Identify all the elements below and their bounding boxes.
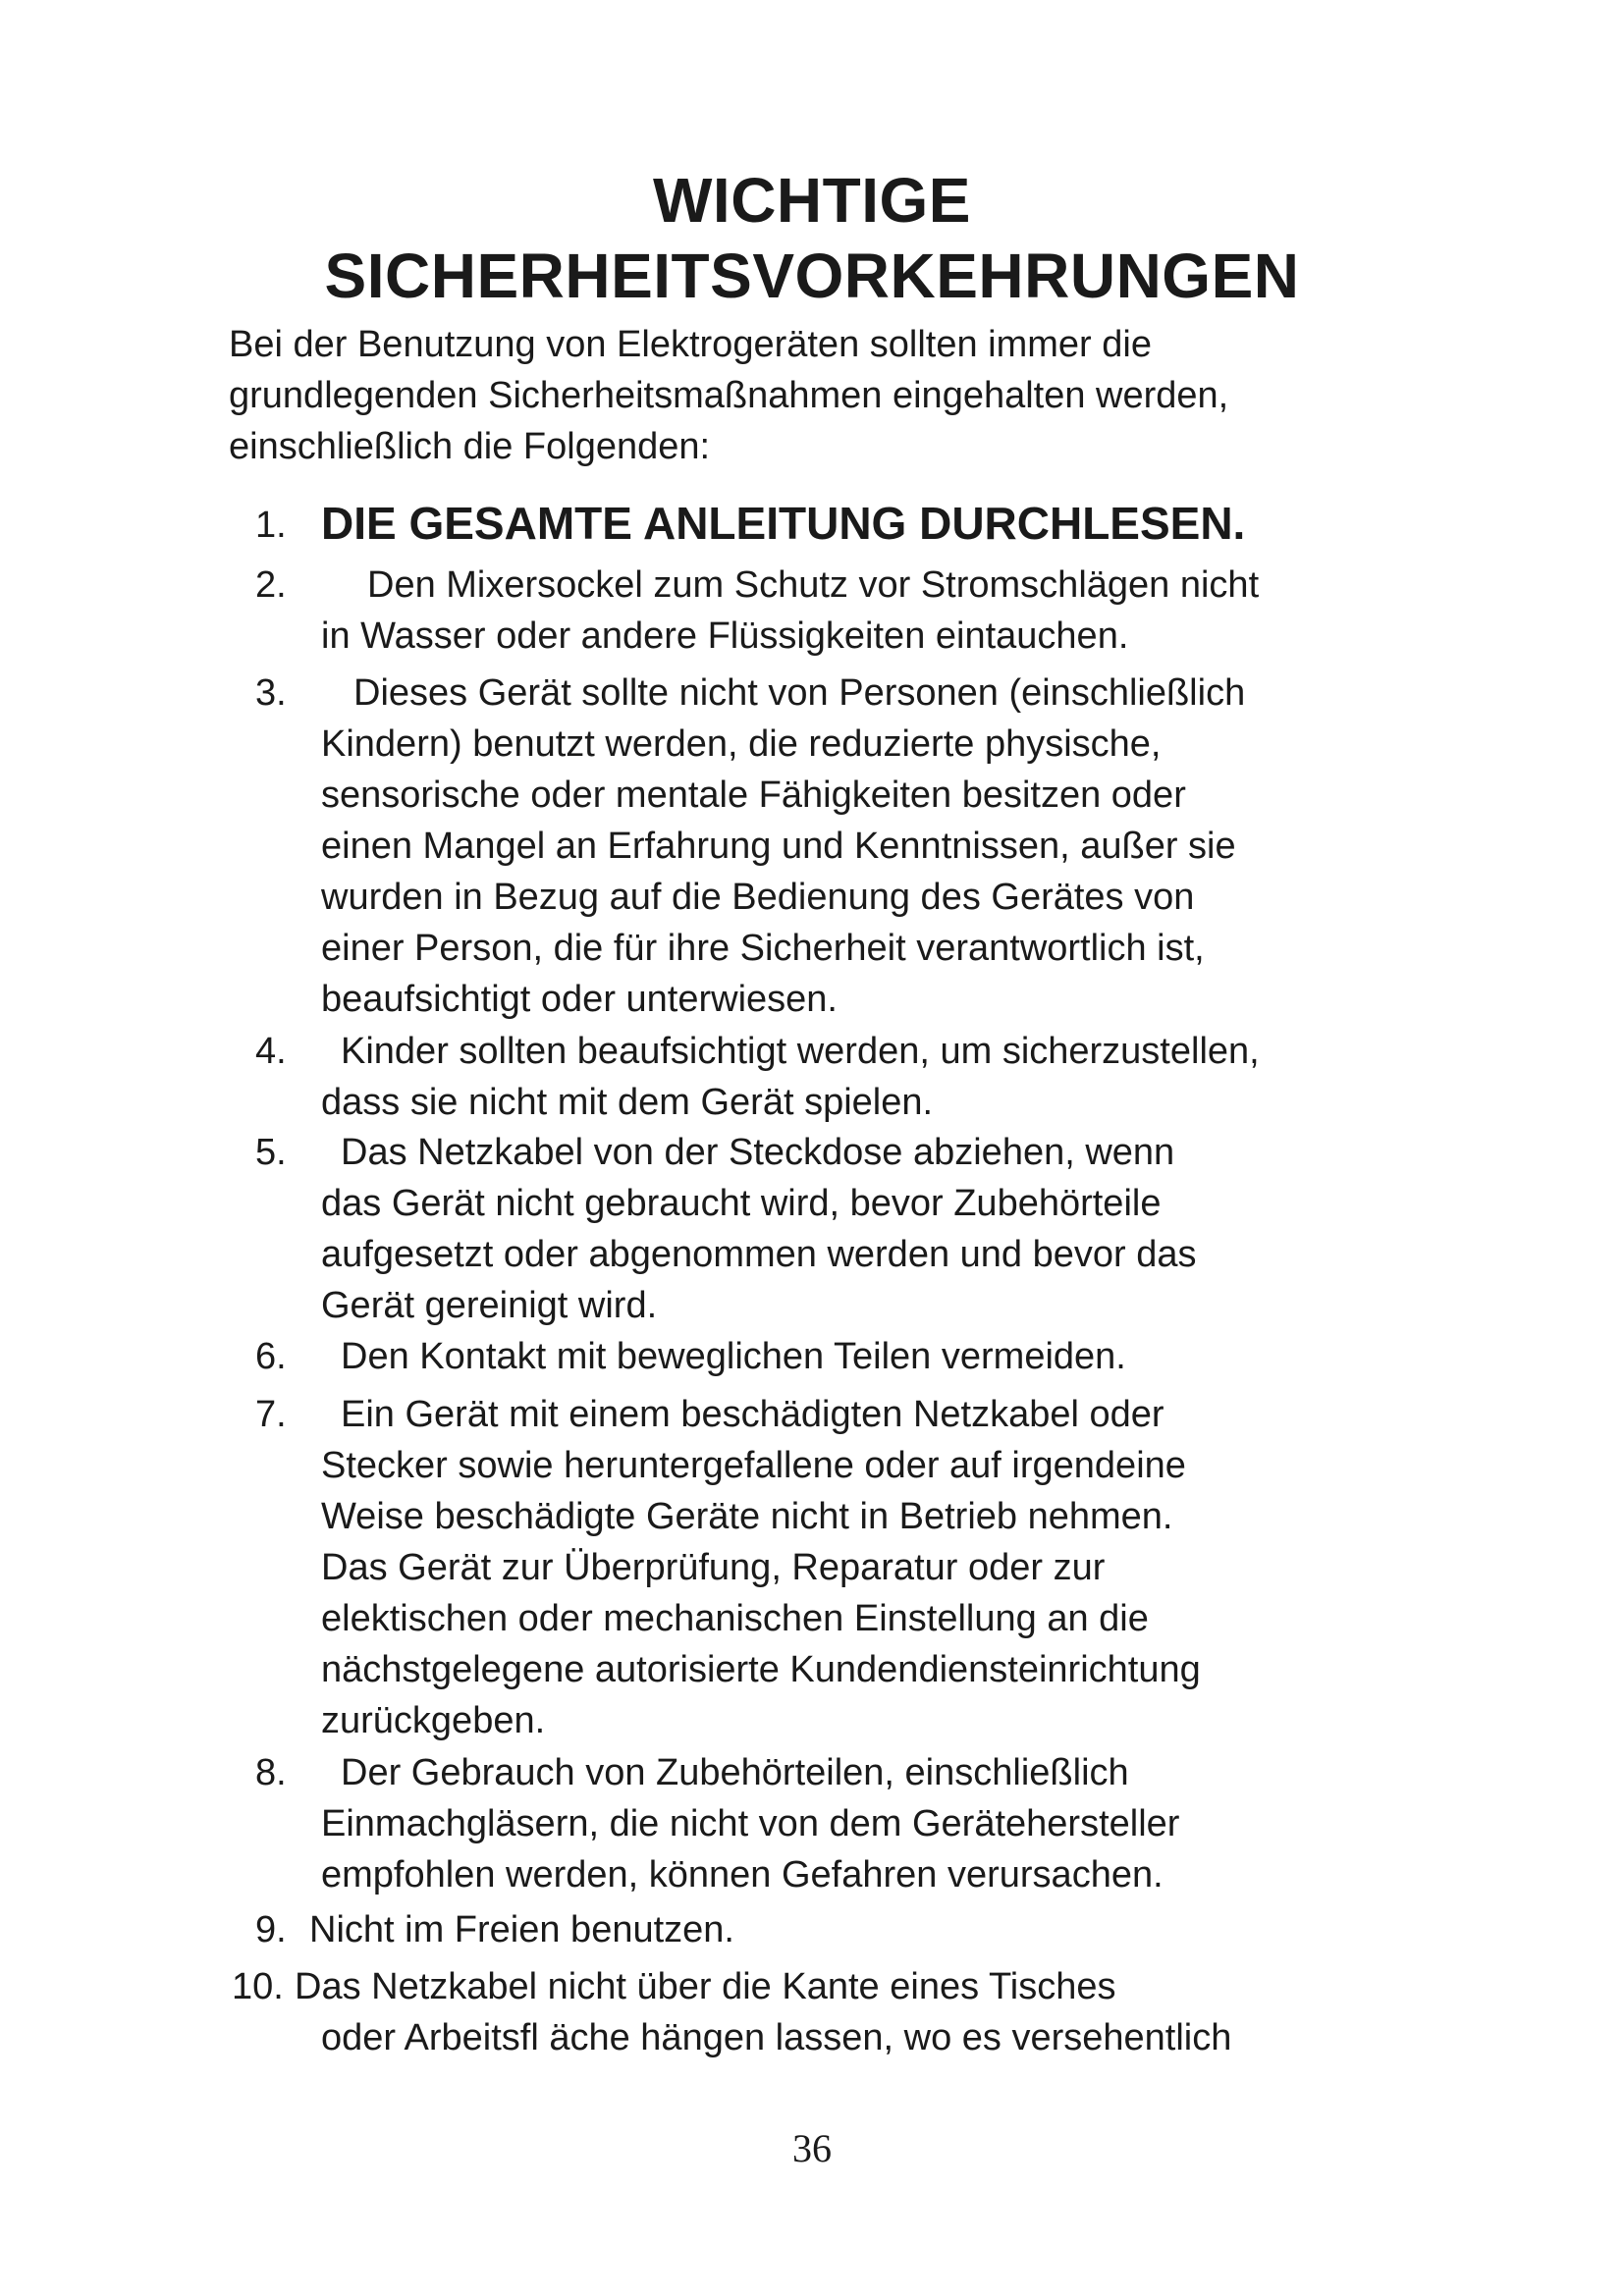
list-item-number: 9.	[255, 1909, 287, 1950]
list-item-line: Das Netzkabel nicht über die Kante eines Tisches	[295, 1966, 1116, 2007]
list-item-text	[321, 496, 1245, 551]
list-item-line: Kindern) benutzt werden, die reduzierte physische,	[321, 723, 1162, 765]
list-item-line: sensorische oder mentale Fähigkeiten besitzen oder	[321, 774, 1186, 816]
list-item-text	[321, 560, 1260, 662]
list-item-line: Einmachgläsern, die nicht von dem Gerätehersteller	[321, 1803, 1180, 1844]
list-item-line: elektischen oder mechanischen Einstellung an die	[321, 1598, 1149, 1639]
list-item-text	[321, 1331, 1126, 1382]
list-item-text	[309, 1904, 734, 1955]
list-item-number: 3.	[255, 672, 287, 714]
list-item-line: Stecker sowie heruntergefallene oder auf irgendeine	[321, 1445, 1186, 1486]
intro-line: grundlegenden Sicherheitsmaßnahmen eingehalten werden,	[229, 375, 1229, 416]
list-item-number: 10.	[232, 1966, 284, 2007]
list-item-line: in Wasser oder andere Flüssigkeiten eintauchen.	[321, 615, 1129, 657]
list-item-text	[321, 667, 1246, 1025]
list-item-line: Der Gebrauch von Zubehörteilen, einschließlich	[341, 1752, 1129, 1793]
list-item-line: Nicht im Freien benutzen.	[309, 1909, 734, 1950]
list-item-number: 6.	[255, 1336, 287, 1377]
list-item-line: Das Netzkabel von der Steckdose abziehen, wenn	[341, 1132, 1175, 1173]
list-item-line: Weise beschädigte Geräte nicht in Betrieb nehmen.	[321, 1496, 1173, 1537]
intro-paragraph	[229, 319, 1466, 472]
list-item-number: 2.	[255, 564, 287, 606]
list-item-line: nächstgelegene autorisierte Kundendiensteinrichtung	[321, 1649, 1201, 1690]
list-item-number: 4.	[255, 1031, 287, 1072]
list-item-text	[321, 1747, 1179, 1900]
list-item-line: Das Gerät zur Überprüfung, Reparatur oder zur	[321, 1547, 1106, 1588]
page-number: 36	[792, 2126, 832, 2170]
list-item-line: das Gerät nicht gebraucht wird, bevor Zubehörteile	[321, 1183, 1162, 1224]
page-title-line-2: SICHERHEITSVORKEHRUNGEN	[324, 240, 1300, 311]
list-item-line: aufgesetzt oder abgenommen werden und bevor das	[321, 1234, 1197, 1275]
list-item-line: Den Kontakt mit beweglichen Teilen vermeiden.	[341, 1336, 1126, 1377]
list-item-line: zurückgeben.	[321, 1700, 546, 1741]
list-item-number: 8.	[255, 1752, 287, 1793]
list-item-text	[321, 1389, 1201, 1746]
list-item-number: 1.	[255, 505, 287, 546]
list-item-line: empfohlen werden, können Gefahren verursachen.	[321, 1854, 1164, 1896]
list-item-line: Den Mixersockel zum Schutz vor Stromschlägen nicht	[367, 564, 1260, 606]
list-item-number: 5.	[255, 1132, 287, 1173]
list-item-line: einer Person, die für ihre Sicherheit verantwortlich ist,	[321, 928, 1205, 969]
list-item-line: dass sie nicht mit dem Gerät spielen.	[321, 1082, 934, 1123]
intro-line: Bei der Benutzung von Elektrogeräten sollten immer die	[229, 324, 1152, 365]
list-item-text	[321, 1127, 1196, 1331]
list-item-line: Dieses Gerät sollte nicht von Personen (einschließlich	[353, 672, 1246, 714]
list-item-text	[295, 1961, 1232, 2063]
list-item-text	[321, 1026, 1260, 1128]
list-item-line: Ein Gerät mit einem beschädigten Netzkabel oder	[341, 1394, 1164, 1435]
page-title-line-1: WICHTIGE	[653, 165, 971, 236]
list-item-line: beaufsichtigt oder unterwiesen.	[321, 979, 838, 1020]
list-item-number: 7.	[255, 1394, 287, 1435]
list-item-line: Kinder sollten beaufsichtigt werden, um sicherzustellen,	[341, 1031, 1260, 1072]
list-item-line: einen Mangel an Erfahrung und Kenntnissen, außer sie	[321, 826, 1236, 867]
list-item-line: Gerät gereinigt wird.	[321, 1285, 658, 1326]
list-item-line: DIE GESAMTE ANLEITUNG DURCHLESEN.	[321, 498, 1246, 549]
list-item-line: oder Arbeitsfl äche hängen lassen, wo es versehentlich	[321, 2017, 1232, 2058]
intro-line: einschließlich die Folgenden:	[229, 426, 711, 467]
list-item-line: wurden in Bezug auf die Bedienung des Gerätes von	[321, 877, 1195, 918]
